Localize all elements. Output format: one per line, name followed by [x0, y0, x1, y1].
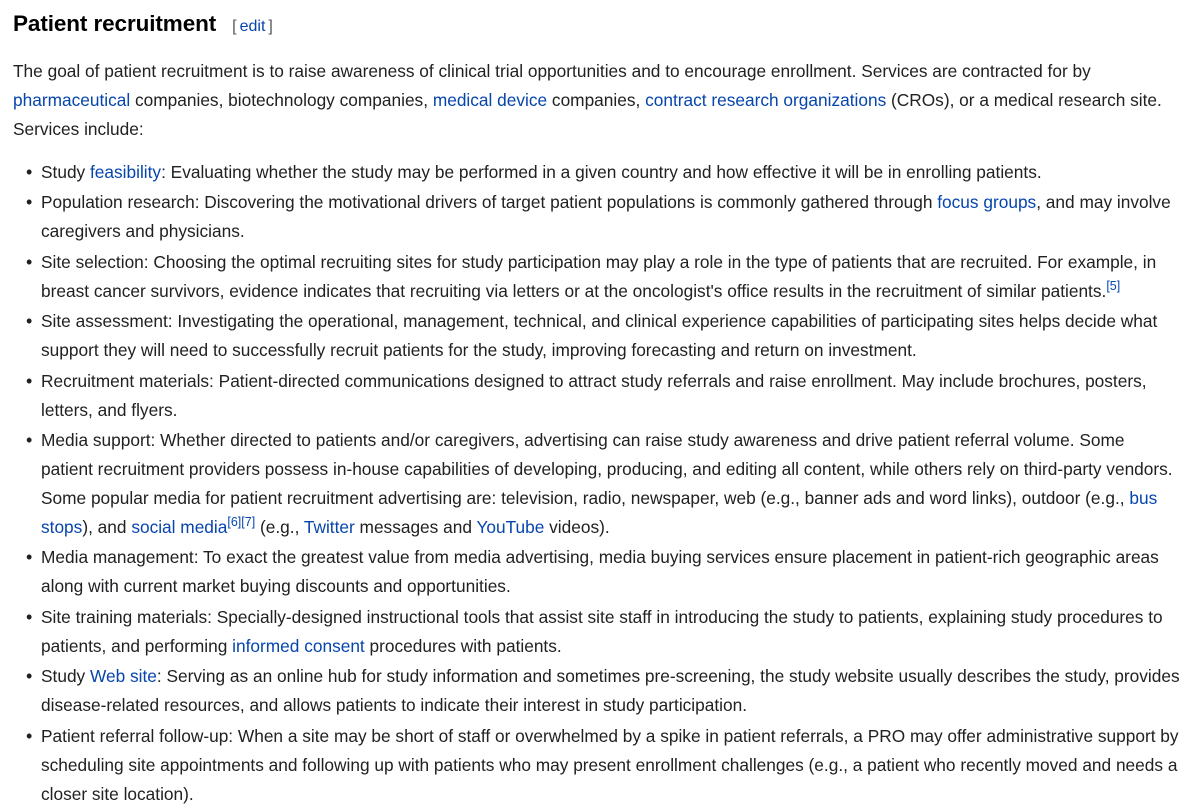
item-text: Site training materials: Specially-designed instructional tools that assist site staff in introducing the study to patients, explaining study procedures to patients, and performing — [41, 606, 1163, 656]
intro-text-1: The goal of patient recruitment is to raise awareness of clinical trial opportunities and to encourage enrollment. Services are contracted for by — [13, 61, 1091, 81]
item-text: videos). — [544, 516, 610, 537]
reference-6[interactable]: [6] — [227, 514, 242, 529]
intro-text-3: companies, — [547, 90, 646, 110]
list-item-recruitment-materials — [13, 367, 1180, 425]
item-text: Population research: Discovering the motivational drivers of target patient populations is commonly gathered through — [41, 192, 938, 213]
link-medical-device[interactable]: medical device — [432, 90, 548, 110]
item-text: : Evaluating whether the study may be performed in a given country and how effective it will be in enrolling patients. — [161, 162, 1042, 182]
link-contract-research-organizations[interactable]: contract research organizations — [645, 90, 887, 110]
list-item-site-assessment — [13, 307, 1180, 365]
item-text: Patient referral follow-up: When a site may be short of staff or overwhelmed by a spike in patient referrals, a PRO may offer administrative support by scheduling site appointments and following up with patients who may present enrollment challenges (e.g., a patient who recently moved and needs a closer site location). — [41, 725, 1179, 804]
edit-link[interactable]: edit — [239, 18, 266, 35]
intro-text-2: companies, biotechnology companies, — [130, 90, 433, 110]
item-text: Study — [41, 162, 90, 182]
list-item-site-selection — [13, 248, 1180, 306]
list-item-study-feasibility — [13, 158, 1180, 187]
edit-bracket-open: [ — [232, 18, 237, 35]
item-text: ), and — [82, 516, 132, 537]
list-item-media-support — [13, 426, 1180, 542]
link-youtube[interactable]: YouTube — [476, 516, 545, 537]
list-item-site-training-materials — [13, 603, 1180, 661]
item-text: procedures with patients. — [364, 635, 562, 656]
intro-text-4: (CROs), or a medical research site. Services include: — [13, 90, 1162, 139]
section-title: Patient recruitment — [13, 11, 217, 36]
list-item-patient-referral-follow-up — [13, 722, 1180, 809]
item-text: Media support: Whether directed to patients and/or caregivers, advertising can raise study awareness and drive patient referral volume. Some patient recruitment providers possess in-house capabilities of developing, producing, and editing all content, while others rely on third-party vendors. Some popular media for patient recruitment advertising are: television, radio, newspaper, web (e.g., banner ads and word links), outdoor (e.g., — [41, 429, 1173, 508]
link-social-media[interactable]: social media — [131, 516, 228, 537]
reference-5[interactable]: [5] — [1106, 278, 1121, 293]
reference-7[interactable]: [7] — [241, 514, 256, 529]
item-text: (e.g., — [255, 516, 304, 537]
item-text: messages and — [354, 516, 477, 537]
item-text: Site selection: Choosing the optimal recruiting sites for study participation may play a role in the type of patients that are recruited. For example, in breast cancer survivors, evidence indicates that recruiting via letters or at the oncologist's office results in the recruitment of similar patients. — [41, 251, 1157, 301]
link-bus-stops[interactable]: bus stops — [41, 487, 1158, 537]
item-text: Recruitment materials: Patient-directed communications designed to attract study referrals and raise enrollment. May include brochures, posters, letters, and flyers. — [41, 370, 1147, 420]
services-list — [13, 158, 1180, 809]
item-text: Study — [41, 666, 90, 687]
link-twitter[interactable]: Twitter — [303, 516, 355, 537]
item-text: Media management: To exact the greatest value from media advertising, media buying services ensure placement in patient-rich geographic areas along with current market buying discounts and opportunities. — [41, 547, 1159, 597]
item-text: , and may involve caregivers and physicians. — [41, 192, 1171, 242]
link-feasibility[interactable]: feasibility — [90, 162, 162, 182]
list-item-population-research — [13, 188, 1180, 246]
edit-bracket-close: ] — [268, 18, 273, 35]
link-pharmaceutical[interactable]: pharmaceutical — [13, 90, 131, 110]
item-text: Site assessment: Investigating the operational, management, technical, and clinical experience capabilities of participating sites helps decide what support they will need to successfully recruit patients for the study, improving forecasting and return on investment. — [41, 311, 1158, 361]
list-item-media-management — [13, 543, 1180, 601]
edit-section — [232, 18, 273, 36]
link-web-site[interactable]: Web site — [90, 666, 157, 687]
link-focus-groups[interactable]: focus groups — [937, 192, 1037, 213]
item-text: : Serving as an online hub for study information and sometimes pre-screening, the study website usually describes the study, provides disease-related resources, and allows patients to indicate their interest in study participation. — [41, 666, 1180, 716]
intro-paragraph — [13, 57, 1180, 144]
section-heading — [13, 11, 1180, 43]
list-item-study-web-site — [13, 662, 1180, 720]
link-informed-consent[interactable]: informed consent — [232, 635, 365, 656]
